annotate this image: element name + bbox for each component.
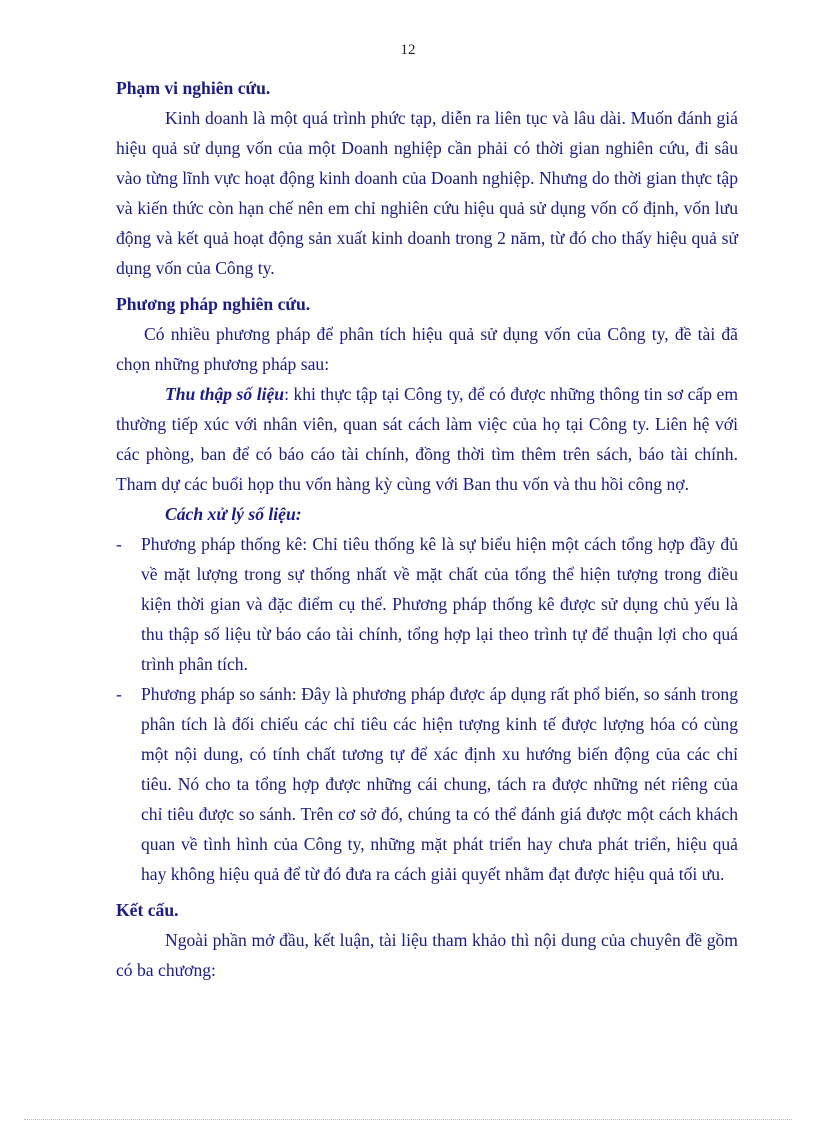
heading-structure: Kết cấu. — [116, 900, 179, 920]
bullet-dash: - — [116, 534, 122, 554]
document-body — [116, 73, 738, 985]
heading-data-processing: Cách xử lý số liệu: — [165, 504, 302, 524]
method-bullet-list — [0, 529, 738, 889]
paragraph-structure: Ngoài phần mở đầu, kết luận, tài liệu tham khảo thì nội dung của chuyên đề gồm có ba chương: — [116, 930, 738, 980]
data-collection-text: : khi thực tập tại Công ty, để có được những thông tin sơ cấp em thường tiếp xúc với nhân viên, quan sát cách làm việc của họ tại Công ty. Liên hệ với các phòng, ban để có báo cáo tài chính, đồng thời tìm thêm trên sách, báo tài chính. Tham dự các buổi họp thu vốn hàng kỳ cùng với Ban thu vốn và thu hồi công nợ. — [116, 384, 738, 494]
paragraph-method-intro: Có nhiều phương pháp để phân tích hiệu quả sử dụng vốn của Công ty, đề tài đã chọn những phương pháp sau: — [116, 324, 738, 374]
data-collection-lead: Thu thập số liệu — [165, 384, 285, 404]
heading-scope: Phạm vi nghiên cứu. — [116, 78, 271, 98]
bullet-text: Phương pháp so sánh: Đây là phương pháp được áp dụng rất phổ biến, so sánh trong phân tích là đối chiếu các chỉ tiêu các hiện tượng kinh tế được lượng hóa có cùng một nội dung, có tính chất tương tự để xác định xu hướng biến động của các chỉ tiêu. Nó cho ta tổng hợp được những cái chung, tách ra được những nét riêng của chỉ tiêu được so sánh. Trên cơ sở đó, chúng ta có thể đánh giá được một cách khách quan về tình hình của Công ty, những mặt phát triển hay chưa phát triển, hiệu quả hay không hiệu quả để từ đó đưa ra cách giải quyết nhằm đạt được hiệu quả tối ưu. — [141, 684, 738, 884]
bullet-dash: - — [116, 684, 122, 704]
page-bottom-divider — [24, 1119, 792, 1120]
list-item — [0, 679, 738, 889]
paragraph-data-collection — [116, 379, 738, 499]
heading-method: Phương pháp nghiên cứu. — [116, 294, 311, 314]
page-number: 12 — [400, 42, 416, 58]
bullet-text: Phương pháp thống kê: Chỉ tiêu thống kê là sự biểu hiện một cách tổng hợp đầy đủ về mặt lượng trong sự thống nhất về mặt chất của tổng thể hiện tượng trong điều kiện thời gian và đặc điểm cụ thể. Phương pháp thống kê được sử dụng chủ yếu là thu thập số liệu từ báo cáo tài chính, tổng hợp lại theo trình tự để thuận lợi cho quá trình phân tích. — [141, 534, 738, 674]
list-item — [0, 529, 738, 679]
paragraph-scope: Kinh doanh là một quá trình phức tạp, diễn ra liên tục và lâu dài. Muốn đánh giá hiệu quả sử dụng vốn của một Doanh nghiệp cần phải có thời gian nghiên cứu, đi sâu vào từng lĩnh vực hoạt động kinh doanh của Doanh nghiệp. Nhưng do thời gian thực tập và kiến thức còn hạn chế nên em chỉ nghiên cứu hiệu quả sử dụng vốn cố định, vốn lưu động và kết quả hoạt động sản xuất kinh doanh trong 2 năm, từ đó cho thấy hiệu quả sử dụng vốn của Công ty. — [116, 108, 738, 278]
